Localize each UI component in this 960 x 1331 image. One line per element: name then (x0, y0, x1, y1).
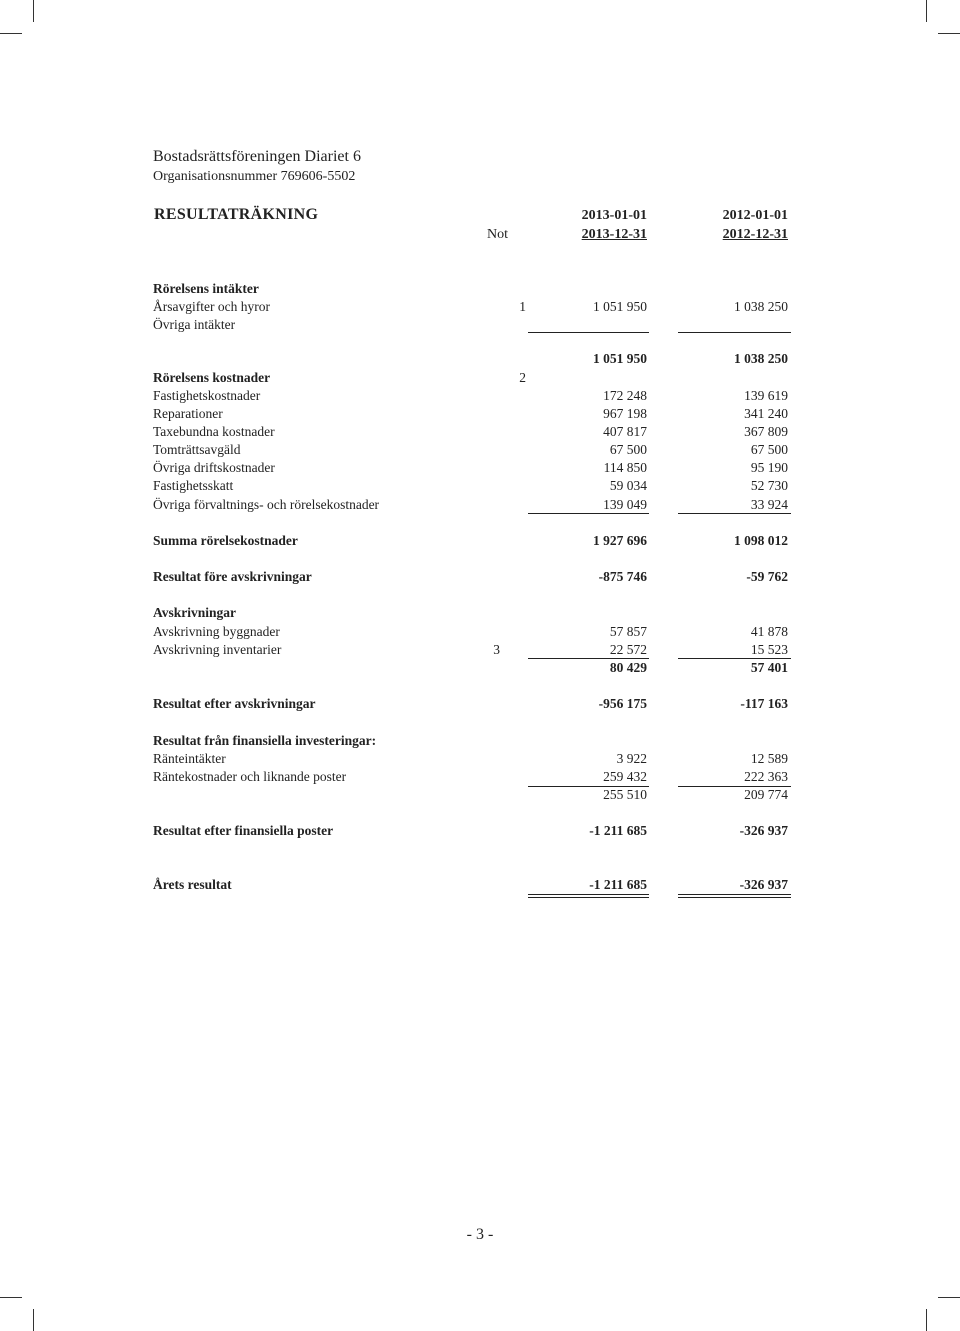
row-label: Resultat från finansiella investeringar: (153, 733, 377, 748)
double-underline (678, 897, 791, 898)
row-value-2012: 95 190 (750, 460, 788, 475)
col2-from-date: 2012-01-01 (722, 208, 788, 223)
table-row (0, 624, 960, 642)
col1-from-date: 2013-01-01 (581, 208, 647, 223)
crop-mark (938, 33, 960, 34)
row-value-2013: 172 248 (603, 388, 647, 403)
row-value-2012: 41 878 (750, 624, 788, 639)
row-value-2012: 139 619 (744, 388, 788, 403)
table-row (0, 478, 960, 496)
crop-mark (926, 1309, 927, 1331)
page-number: - 3 - (466, 1226, 494, 1243)
row-label: Resultat efter finansiella poster (153, 823, 334, 838)
row-label: Tomträttsavgäld (153, 442, 241, 457)
table-row (0, 751, 960, 769)
row-value-2013: -875 746 (598, 569, 647, 584)
table-row (0, 769, 960, 787)
row-value-2012: 209 774 (744, 787, 788, 802)
row-value-2013: 255 510 (603, 787, 647, 802)
row-value-2013: -1 211 685 (589, 877, 647, 892)
table-row (0, 317, 960, 335)
double-underline (528, 894, 649, 895)
row-label: Resultat före avskrivningar (153, 569, 312, 584)
table-row (0, 370, 960, 388)
row-value-2013: 1 051 950 (593, 299, 647, 314)
table-row (0, 460, 960, 478)
row-value-2013: -956 175 (598, 696, 647, 711)
table-row (0, 823, 960, 841)
table-row (0, 696, 960, 714)
row-value-2012: 67 500 (750, 442, 788, 457)
row-value-2013: 967 198 (603, 406, 647, 421)
table-row (0, 299, 960, 317)
table-row (0, 281, 960, 299)
row-label: Avskrivningar (153, 605, 237, 620)
row-value-2013: 259 432 (603, 769, 647, 784)
crop-mark (33, 0, 34, 22)
row-label: Summa rörelsekostnader (153, 533, 298, 548)
row-label: Årsavgifter och hyror (153, 299, 270, 314)
row-label: Fastighetskostnader (153, 388, 261, 403)
table-row (0, 733, 960, 751)
row-label: Årets resultat (153, 877, 232, 892)
row-label: Övriga förvaltnings- och rörelsekostnader (153, 497, 380, 512)
row-label: Rörelsens kostnader (153, 370, 271, 385)
table-row (0, 605, 960, 623)
row-value-2012: 52 730 (750, 478, 788, 493)
row-value-2012: 341 240 (744, 406, 788, 421)
underline (528, 513, 649, 514)
row-value-2012: -59 762 (746, 569, 788, 584)
row-value-2012: 33 924 (750, 497, 788, 512)
page-title: RESULTATRÄKNING (154, 206, 319, 223)
row-label: Avskrivning byggnader (153, 624, 280, 639)
row-value-2013: 1 051 950 (593, 351, 647, 366)
crop-mark (0, 1297, 22, 1298)
table-row (0, 442, 960, 460)
table-row (0, 351, 960, 369)
underline (528, 332, 649, 333)
crop-mark (33, 1309, 34, 1331)
table-row (0, 533, 960, 551)
row-label: Övriga intäkter (153, 317, 236, 332)
row-value-2012: 1 038 250 (734, 299, 788, 314)
double-underline (678, 894, 791, 895)
row-value-2013: 1 927 696 (593, 533, 647, 548)
row-label: Övriga driftskostnader (153, 460, 275, 475)
crop-mark (938, 1297, 960, 1298)
row-label: Reparationer (153, 406, 223, 421)
double-underline (528, 897, 649, 898)
row-value-2013: 114 850 (603, 460, 647, 475)
row-value-2012: -326 937 (739, 823, 788, 838)
crop-mark (926, 0, 927, 22)
organization-name: Bostadsrättsföreningen Diariet 6 (153, 148, 361, 165)
organization-number: Organisationsnummer 769606-5502 (153, 169, 356, 184)
row-value-2013: 67 500 (609, 442, 647, 457)
row-value-2012: 12 589 (750, 751, 788, 766)
row-value-2012: 1 038 250 (734, 351, 788, 366)
row-value-2012: 57 401 (750, 660, 788, 675)
row-value-2013: 22 572 (609, 642, 647, 657)
row-value-2013: 59 034 (609, 478, 647, 493)
row-value-2013: 3 922 (616, 751, 647, 766)
row-value-2012: -117 163 (740, 696, 788, 711)
crop-mark (0, 33, 22, 34)
row-value-2013: 139 049 (603, 497, 647, 512)
underline (678, 513, 791, 514)
row-label: Ränteintäkter (153, 751, 226, 766)
row-label: Räntekostnader och liknande poster (153, 769, 347, 784)
underline (528, 658, 649, 659)
table-row (0, 660, 960, 678)
underline (678, 332, 791, 333)
row-value-2013: -1 211 685 (589, 823, 647, 838)
row-value-2012: 367 809 (744, 424, 788, 439)
row-label: Rörelsens intäkter (153, 281, 259, 296)
table-row (0, 642, 960, 660)
row-value-2012: 1 098 012 (734, 533, 788, 548)
table-row (0, 787, 960, 805)
table-row (0, 569, 960, 587)
row-note: 2 (519, 370, 526, 385)
underline (678, 658, 791, 659)
row-value-2012: -326 937 (739, 877, 788, 892)
row-label: Fastighetsskatt (153, 478, 234, 493)
table-row (0, 388, 960, 406)
col2-to-date: 2012-12-31 (722, 227, 788, 242)
note-column-header: Not (487, 227, 508, 242)
row-value-2013: 80 429 (609, 660, 647, 675)
row-label: Resultat efter avskrivningar (153, 696, 316, 711)
row-value-2012: 222 363 (744, 769, 788, 784)
row-note: 3 (493, 642, 500, 657)
table-row (0, 406, 960, 424)
row-value-2013: 407 817 (603, 424, 647, 439)
row-value-2012: 15 523 (750, 642, 788, 657)
row-label: Avskrivning inventarier (153, 642, 282, 657)
row-label: Taxebundna kostnader (153, 424, 275, 439)
table-row (0, 497, 960, 515)
col1-to-date: 2013-12-31 (581, 227, 647, 242)
row-note: 1 (519, 299, 526, 314)
table-row (0, 424, 960, 442)
table-row (0, 877, 960, 895)
row-value-2013: 57 857 (609, 624, 647, 639)
